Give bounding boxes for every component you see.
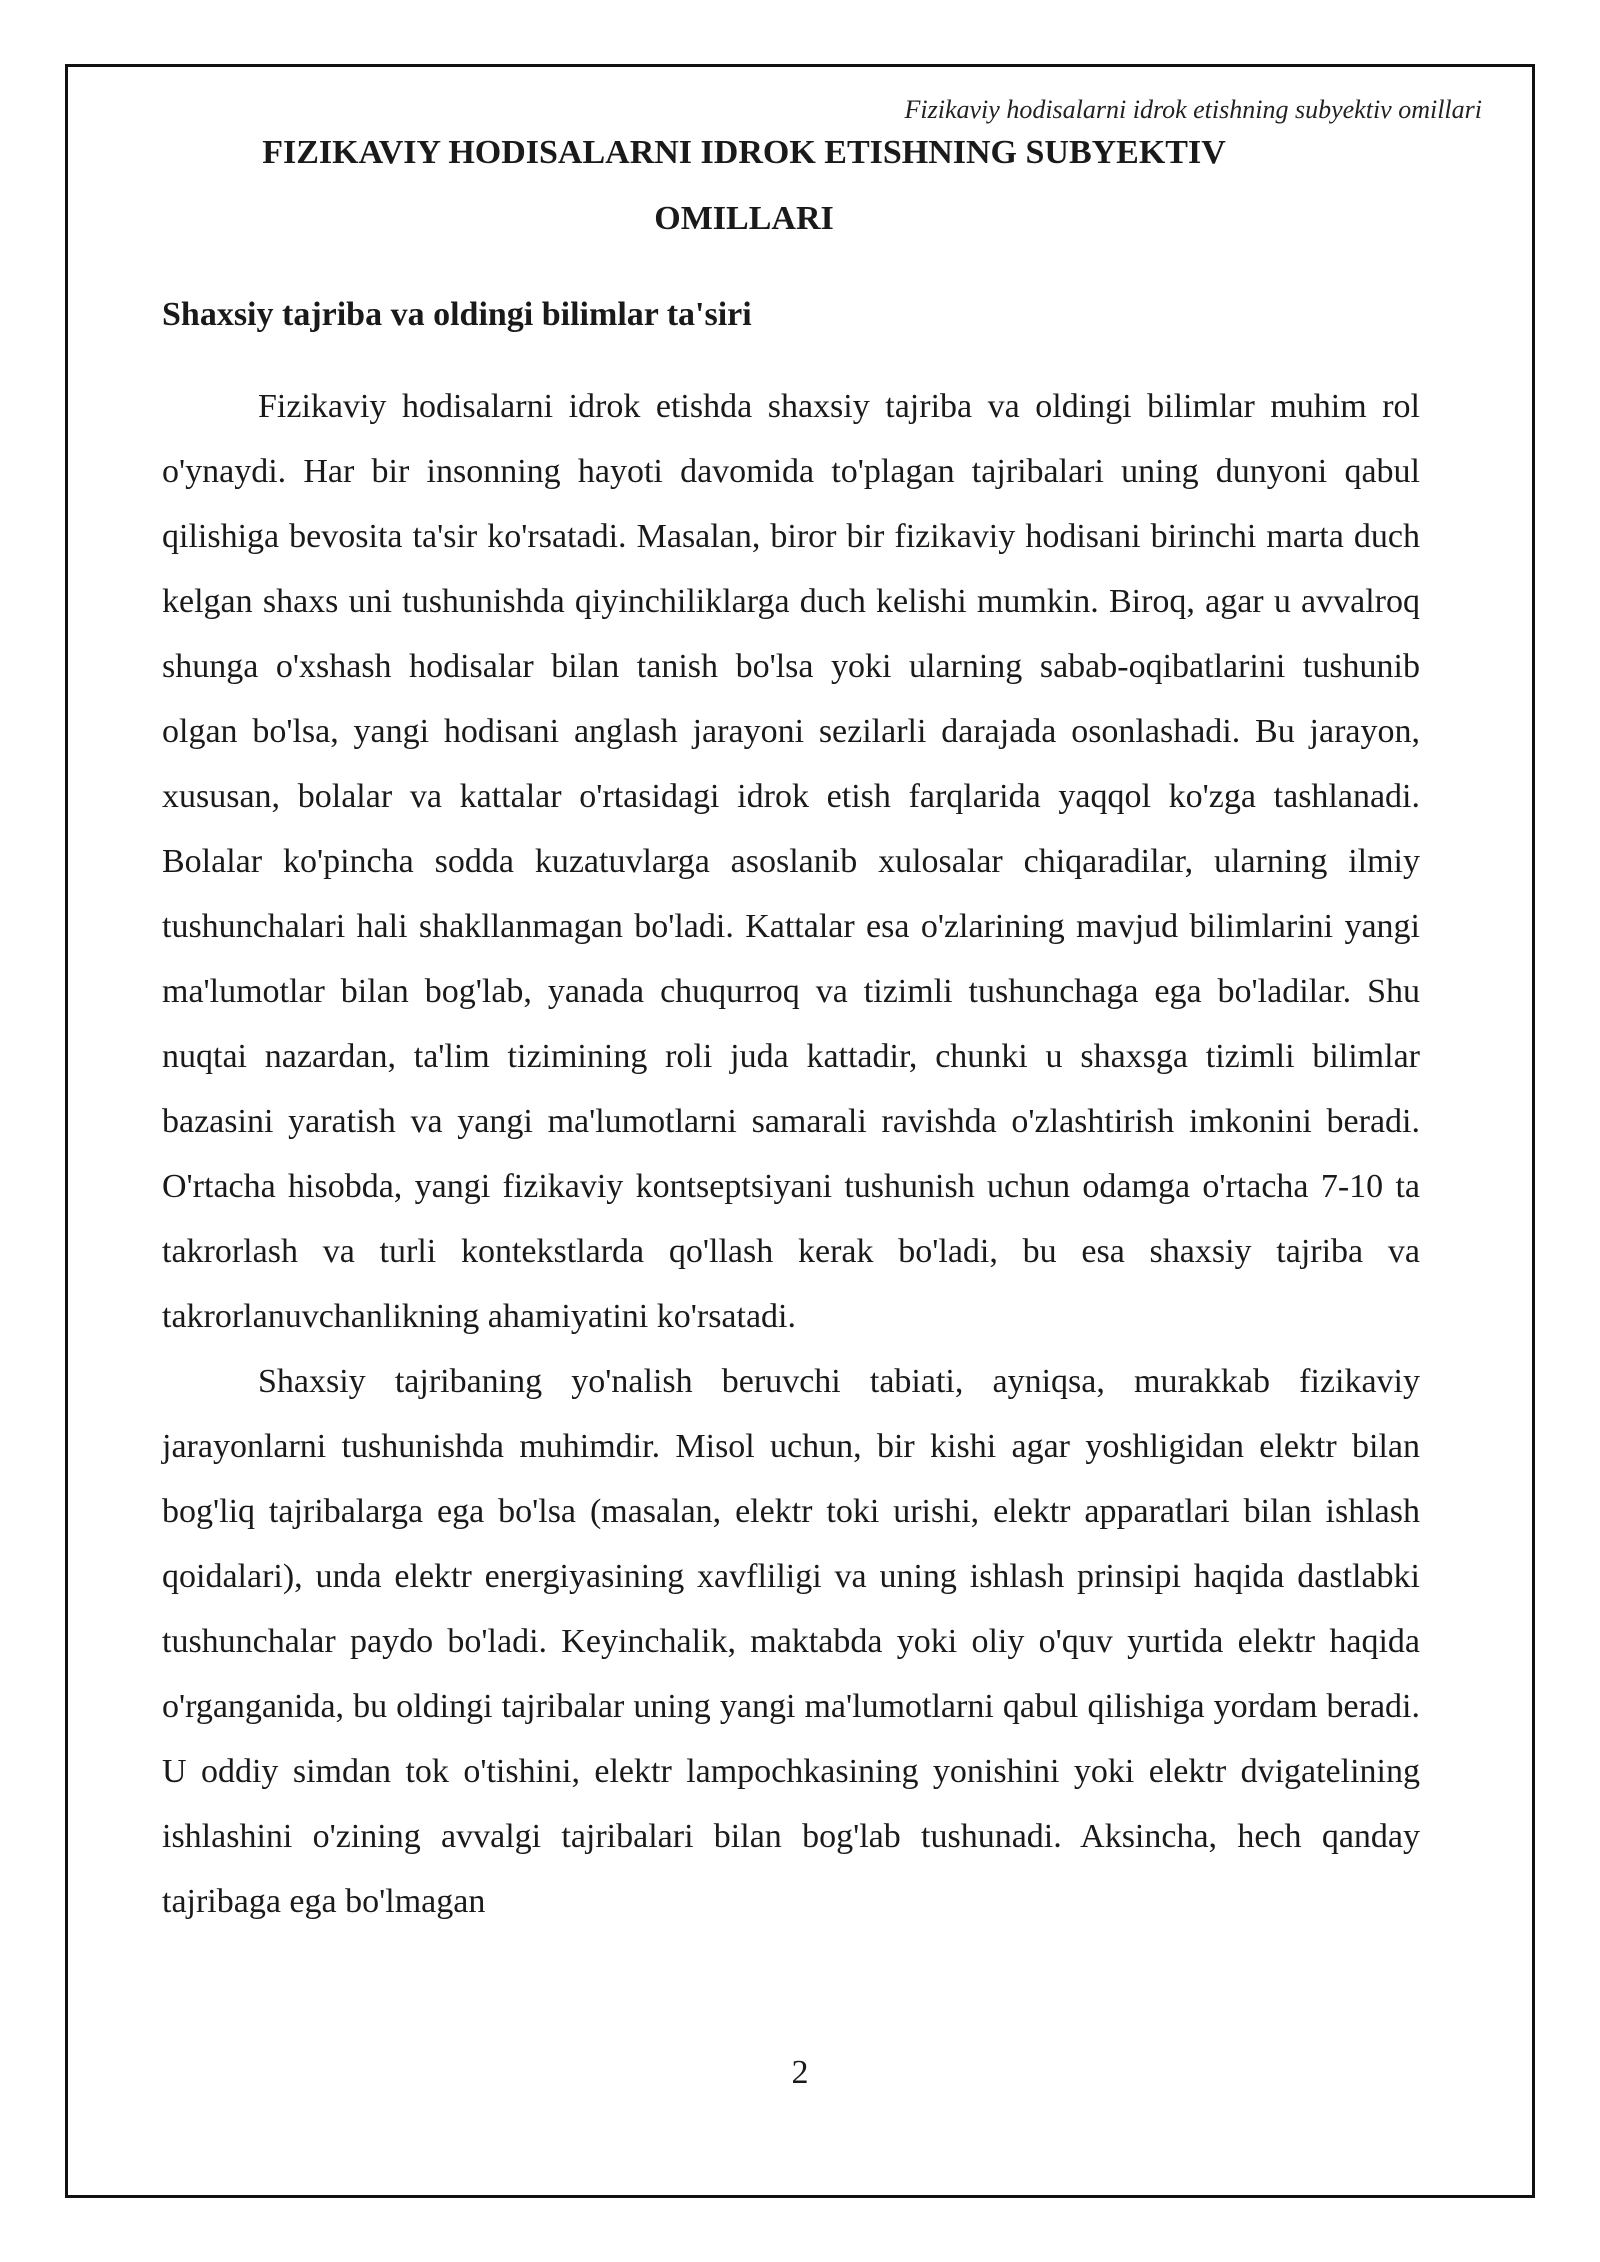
running-header: Fizikaviy hodisalarni idrok etishning subyektiv omillari <box>904 95 1482 124</box>
paragraph-1: Fizikaviy hodisalarni idrok etishda shaxsiy tajriba va oldingi bilimlar muhim rol o'ynaydi. Har bir insonning hayoti davomida to'plagan tajribalari uning dunyoni qabul qilishiga bevosita ta'sir ko'rsatadi. Masalan, biror bir fizikaviy hodisani birinchi marta duch kelgan shaxs uni tushunishda qiyinchiliklarga duch kelishi mumkin. Biroq, agar u avvalroq shunga o'xshash hodisalar bilan tanish bo'lsa yoki ularning sabab-oqibatlarini tushunib olgan bo'lsa, yangi hodisani anglash jarayoni sezilarli darajada osonlashadi. Bu jarayon, xususan, bolalar va kattalar o'rtasidagi idrok etish farqlarida yaqqol ko'zga tashlanadi. Bolalar ko'pincha sodda kuzatuvlarga asoslanib xulosalar chiqaradilar, ularning ilmiy tushunchalari hali shakllanmagan bo'ladi. Kattalar esa o'zlarining mavjud bilimlarini yangi ma'lumotlar bilan bog'lab, yanada chuqurroq va tizimli tushunchaga ega bo'ladilar. Shu nuqtai nazardan, ta'lim tizimining roli juda kattadir, chunki u shaxsga tizimli bilimlar bazasini yaratish va yangi ma'lumotlarni samarali ravishda o'zlashtirish imkonini beradi. O'rtacha hisobda, yangi fizikaviy kontseptsiyani tushunish uchun odamga o'rtacha 7-10 ta takrorlash va turli kontekstlarda qo'llash kerak bo'ladi, bu esa shaxsiy tajriba va takrorlanuvchanlikning ahamiyatini ko'rsatadi. <box>162 388 1420 1335</box>
section-heading: Shaxsiy tajriba va oldingi bilimlar ta'siri <box>162 296 752 333</box>
body-text <box>162 374 1420 1934</box>
document-title-line-2: OMILLARI <box>654 200 834 237</box>
document-title-line-1: FIZIKAVIY HODISALARNI IDROK ETISHNING SUBYEKTIV <box>262 134 1226 171</box>
document-title <box>164 120 1324 252</box>
paragraph-2: Shaxsiy tajribaning yo'nalish beruvchi tabiati, ayniqsa, murakkab fizikaviy jarayonlarni tushunishda muhimdir. Misol uchun, bir kishi agar yoshligidan elektr bilan bog'liq tajribalarga ega bo'lsa (masalan, elektr toki urishi, elektr apparatlari bilan ishlash qoidalari), unda elektr energiyasining xavfliligi va uning ishlash prinsipi haqida dastlabki tushunchalar paydo bo'ladi. Keyinchalik, maktabda yoki oliy o'quv yurtida elektr haqida o'rganganida, bu oldingi tajribalar uning yangi ma'lumotlarni qabul qilishiga yordam beradi. U oddiy simdan tok o'tishini, elektr lampochkasining yonishini yoki elektr dvigatelining ishlashini o'zining avvalgi tajribalari bilan bog'lab tushunadi. Aksincha, hech qanday tajribaga ega bo'lmagan <box>162 1363 1420 1920</box>
page-number: 2 <box>791 2054 809 2091</box>
